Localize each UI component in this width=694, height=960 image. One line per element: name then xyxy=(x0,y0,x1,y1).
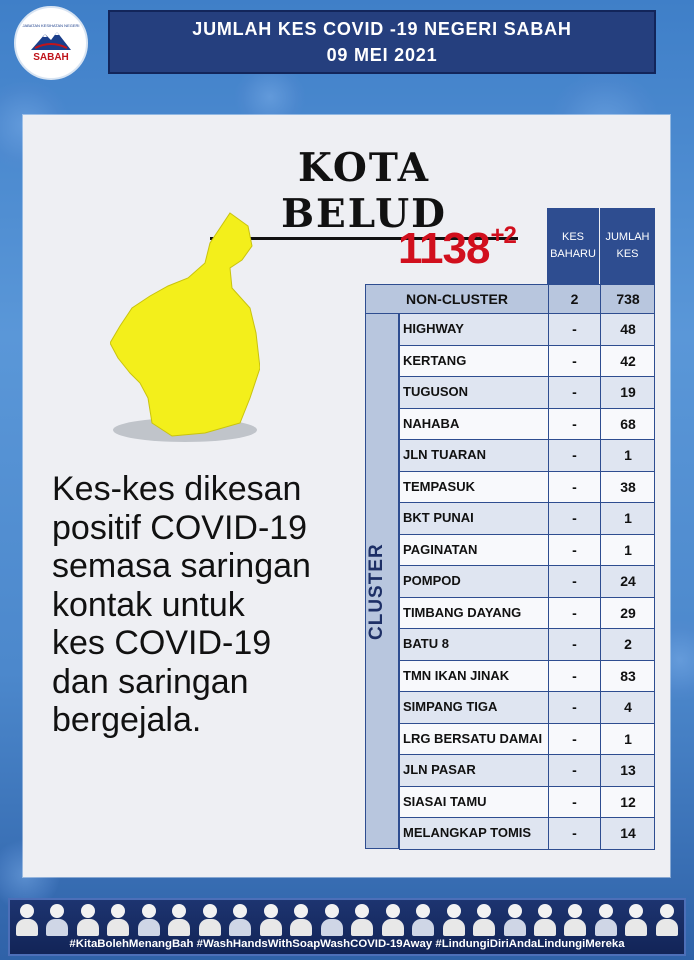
header-banner xyxy=(108,10,656,74)
cluster-total-cases: 48 xyxy=(600,314,655,345)
person-icon xyxy=(138,904,160,936)
cluster-new-cases: - xyxy=(548,377,600,408)
person-icon xyxy=(46,904,68,936)
cluster-new-cases: - xyxy=(548,566,600,597)
cluster-name: LRG BERSATU DAMAI xyxy=(403,730,543,746)
description-line: bergejala. xyxy=(52,701,202,739)
table-row xyxy=(399,440,655,472)
person-icon xyxy=(351,904,373,936)
person-icon xyxy=(199,904,221,936)
cluster-new-cases: - xyxy=(548,818,600,849)
table-row xyxy=(399,346,655,378)
table-row xyxy=(399,377,655,409)
table-row xyxy=(399,409,655,441)
table-row xyxy=(399,598,655,630)
table-row xyxy=(399,629,655,661)
cluster-new-cases: - xyxy=(548,346,600,377)
total-cases-value: 1138 xyxy=(398,224,490,273)
cluster-new-cases: - xyxy=(548,629,600,660)
cluster-total-cases: 1 xyxy=(600,503,655,534)
description xyxy=(52,470,372,740)
cluster-name: SIASAI TAMU xyxy=(403,793,487,809)
column-header-new-line2: BAHARU xyxy=(550,248,596,260)
cluster-name: TMN IKAN JINAK xyxy=(403,667,510,683)
cluster-total-cases: 14 xyxy=(600,818,655,849)
non-cluster-new: 2 xyxy=(548,285,600,313)
person-icon xyxy=(229,904,251,936)
person-icon xyxy=(290,904,312,936)
person-icon xyxy=(321,904,343,936)
table-row xyxy=(399,692,655,724)
footer-hashtags: #KitaBolehMenangBah #WashHandsWithSoapWashCOVID-19Away #LindungiDiriAndaLindungiMereka xyxy=(69,938,625,950)
person-icon xyxy=(534,904,556,936)
person-icon xyxy=(168,904,190,936)
cluster-new-cases: - xyxy=(548,472,600,503)
person-icon xyxy=(625,904,647,936)
table-row xyxy=(399,566,655,598)
cluster-total-cases: 19 xyxy=(600,377,655,408)
non-cluster-total: 738 xyxy=(600,285,655,313)
cluster-total-cases: 1 xyxy=(600,535,655,566)
person-icon xyxy=(504,904,526,936)
table-row xyxy=(399,787,655,819)
cluster-total-cases: 1 xyxy=(600,440,655,471)
cluster-total-cases: 83 xyxy=(600,661,655,692)
description-line: kontak untuk xyxy=(52,585,245,624)
column-header-total-line2: KES xyxy=(616,248,639,260)
cluster-new-cases: - xyxy=(548,755,600,786)
logo-name: SABAH xyxy=(33,52,69,63)
logo-small-text: JABATAN KESIHATAN NEGERI xyxy=(22,23,80,28)
person-icon xyxy=(107,904,129,936)
column-header-new-line1: KES xyxy=(561,231,584,243)
cluster-new-cases: - xyxy=(548,440,600,471)
cluster-name: KERTANG xyxy=(403,352,467,368)
person-icon xyxy=(595,904,617,936)
column-header-new-cases xyxy=(547,208,599,284)
cluster-total-cases: 12 xyxy=(600,787,655,818)
cluster-name: BKT PUNAI xyxy=(403,510,474,525)
table-row xyxy=(399,314,655,346)
cluster-total-cases: 38 xyxy=(600,472,655,503)
description-line: kes COVID-19 xyxy=(52,624,272,662)
person-icon xyxy=(443,904,465,936)
header-title: JUMLAH KES COVID -19 NEGERI SABAH xyxy=(192,19,572,39)
cluster-name: JLN PASAR xyxy=(403,762,476,777)
cluster-total-cases: 29 xyxy=(600,598,655,629)
cluster-name: TIMBANG DAYANG xyxy=(403,604,522,620)
cluster-new-cases: - xyxy=(548,503,600,534)
cluster-total-cases: 4 xyxy=(600,692,655,723)
person-icon xyxy=(564,904,586,936)
table-row xyxy=(399,755,655,787)
table-row xyxy=(399,661,655,693)
cluster-total-cases: 42 xyxy=(600,346,655,377)
table-row xyxy=(399,535,655,567)
person-icon xyxy=(412,904,434,936)
column-header-total-cases xyxy=(600,208,655,284)
cluster-total-cases: 13 xyxy=(600,755,655,786)
cluster-new-cases: - xyxy=(548,692,600,723)
header-date: 09 MEI 2021 xyxy=(326,45,438,65)
cluster-new-cases: - xyxy=(548,661,600,692)
cluster-total-cases: 24 xyxy=(600,566,655,597)
cluster-name: BATU 8 xyxy=(403,636,449,651)
cluster-name: MELANGKAP TOMIS xyxy=(403,825,532,840)
cluster-table xyxy=(399,314,655,850)
cluster-new-cases: - xyxy=(548,314,600,345)
cluster-new-cases: - xyxy=(548,598,600,629)
cluster-new-cases: - xyxy=(548,409,600,440)
non-cluster-row xyxy=(365,284,655,314)
cluster-total-cases: 1 xyxy=(600,724,655,755)
person-icon xyxy=(260,904,282,936)
table-row xyxy=(399,818,655,850)
sabah-health-logo xyxy=(14,6,88,80)
table-row xyxy=(399,724,655,756)
cluster-new-cases: - xyxy=(548,724,600,755)
description-line: Kes-kes dikesan xyxy=(52,470,302,508)
column-header-total-line1: JUMLAH xyxy=(605,231,650,243)
non-cluster-label: NON-CLUSTER xyxy=(406,291,508,307)
table-row xyxy=(399,472,655,504)
person-icon xyxy=(473,904,495,936)
description-line: dan saringan xyxy=(52,662,249,701)
district-title: KOTA BELUD xyxy=(210,145,518,240)
description-line: positif COVID-19 xyxy=(52,508,308,547)
cluster-name: PAGINATAN xyxy=(403,541,478,557)
cluster-name: POMPOD xyxy=(403,573,461,588)
total-cases xyxy=(398,222,516,274)
table-row xyxy=(399,503,655,535)
person-icon xyxy=(16,904,38,936)
cluster-total-cases: 2 xyxy=(600,629,655,660)
district-map xyxy=(110,208,260,448)
person-icon xyxy=(656,904,678,936)
new-cases-value: +2 xyxy=(490,222,516,249)
cluster-name: JLN TUARAN xyxy=(403,447,487,462)
cluster-new-cases: - xyxy=(548,787,600,818)
cluster-new-cases: - xyxy=(548,535,600,566)
frontliner-illustrations xyxy=(16,900,678,936)
cluster-total-cases: 68 xyxy=(600,409,655,440)
person-icon xyxy=(382,904,404,936)
cluster-name: TEMPASUK xyxy=(403,478,475,494)
cluster-name: HIGHWAY xyxy=(403,321,464,336)
person-icon xyxy=(77,904,99,936)
mountain-logo-icon xyxy=(29,30,73,52)
cluster-name: NAHABA xyxy=(403,415,460,431)
cluster-name: SIMPANG TIGA xyxy=(403,699,498,714)
cluster-name: TUGUSON xyxy=(403,384,468,399)
description-line: semasa saringan xyxy=(52,547,311,585)
